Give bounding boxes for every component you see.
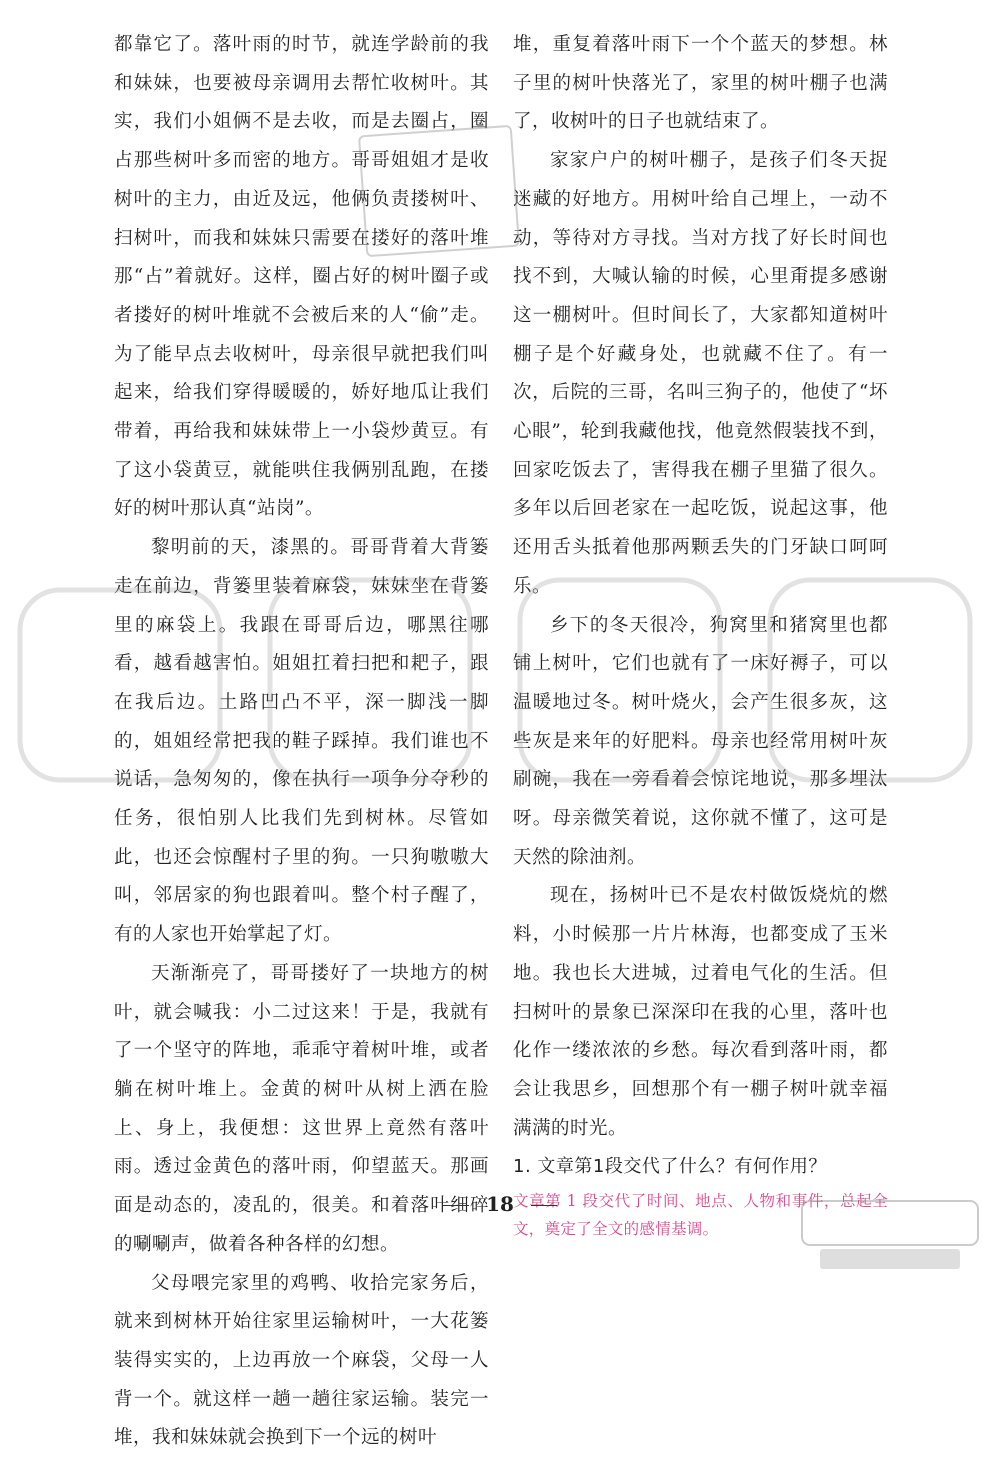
answer-1: 文章第 1 段交代了时间、地点、人物和事件，总起全文，奠定了全文的感情基调。: [513, 1187, 888, 1243]
paragraph-1: 都靠它了。落叶雨的时节，就连学龄前的我和妹妹，也要被母亲调用去帮忙收树叶。其实，我们小姐俩不是去收，而是去圈占，圈占那些树叶多而密的地方。哥哥姐姐才是收树叶的主力，由近及远，他俩负责搂树叶、扫树叶，而我和妹妹只需要在搂好的落叶堆那“占”着就好。这样，圈占好的树叶圈子或者搂好的树叶堆就不会被后来的人“偷”走。为了能早点去收树叶，母亲很早就把我们叫起来，给我们穿得暖暖的，娇好地瓜让我们带着，再给我和妹妹带上一小袋炒黄豆。有了这小袋黄豆，就能哄住我俩别乱跑，在搂好的树叶那认真“站岗”。: [114, 26, 489, 529]
paragraph-5: 堆，重复着落叶雨下一个个蓝天的梦想。林子里的树叶快落光了，家里的树叶棚子也满了，收树叶的日子也就结束了。: [513, 26, 888, 142]
left-dash: [443, 1205, 469, 1206]
paragraph-6: 家家户户的树叶棚子，是孩子们冬天捉迷藏的好地方。用树叶给自己埋上，一动不动，等待对方寻找。当对方找了好长时间也找不到，大喊认输的时候，心里甭提多感谢这一棚树叶。但时间长了，大家都知道树叶棚子是个好藏身处，也就藏不住了。有一次，后院的三哥，名叫三狗子的，他使了“坏心眼”，轮到我藏他找，他竟然假装找不到，回家吃饭去了，害得我在棚子里猫了很久。多年以后回老家在一起吃饭，说起这事，他还用舌头抵着他那两颗丢失的门牙缺口呵呵乐。: [513, 142, 888, 606]
stamp-watermark: [358, 125, 520, 257]
right-column: [513, 26, 888, 1243]
paragraph-3: 天渐渐亮了，哥哥搂好了一块地方的树叶，就会喊我：小二过这来！于是，我就有了一个坚守的阵地，乖乖守着树叶堆，或者躺在树叶堆上。金黄的树叶从树上洒在脸上、身上，我便想：这世界上竟然有落叶雨。透过金黄色的落叶雨，仰望蓝天。那画面是动态的，凌乱的，很美。和着落叶细碎的唰唰声，做着各种各样的幻想。: [114, 955, 489, 1265]
paragraph-8: 现在，扬树叶已不是农村做饭烧炕的燃料，小时候那一片片林海，也都变成了玉米地。我也长大进城，过着电气化的生活。但扫树叶的景象已深深印在我的心里，落叶也化作一缕浓浓的乡愁。每次看到落叶雨，都会让我思乡，回想那个有一棚子树叶就幸福满满的时光。: [513, 877, 888, 1148]
paragraph-4: 父母喂完家里的鸡鸭、收拾完家务后，就来到树林开始往家里运输树叶，一大花篓装得实实的，上边再放一个麻袋，父母一人背一个。就这样一趟一趟往家运输。装完一堆，我和妹妹就会换到下一个远的树叶: [114, 1265, 489, 1458]
paragraph-2: 黎明前的天，漆黑的。哥哥背着大背篓走在前边，背篓里装着麻袋，妹妹坐在背篓里的麻袋上。我跟在哥哥后边，哪黑往哪看，越看越害怕。姐姐扛着扫把和耙子，跟在我后边。土路凹凸不平，深一脚浅一脚的，姐姐经常把我的鞋子踩掉。我们谁也不说话，急匆匆的，像在执行一项争分夺秒的任务，很怕别人比我们先到树林。尽管如此，也还会惊醒村子里的狗。一只狗嗷嗷大叫，邻居家的狗也跟着叫。整个村子醒了，有的人家也开始掌起了灯。: [114, 529, 489, 955]
question-1: 1. 文章第1段交代了什么？有何作用？: [513, 1148, 888, 1187]
right-dash: [531, 1205, 557, 1206]
page-number-value: 18: [486, 1192, 514, 1216]
paragraph-7: 乡下的冬天很冷，狗窝里和猪窝里也都铺上树叶，它们也就有了一床好褥子，可以温暖地过冬。树叶烧火，会产生很多灰，这些灰是来年的好肥料。母亲也经常用树叶灰刷碗，我在一旁看着会惊诧地说，那多埋汰呀。母亲微笑着说，这你就不懂了，这可是天然的除油剂。: [513, 607, 888, 878]
page-number: [0, 1192, 1000, 1216]
